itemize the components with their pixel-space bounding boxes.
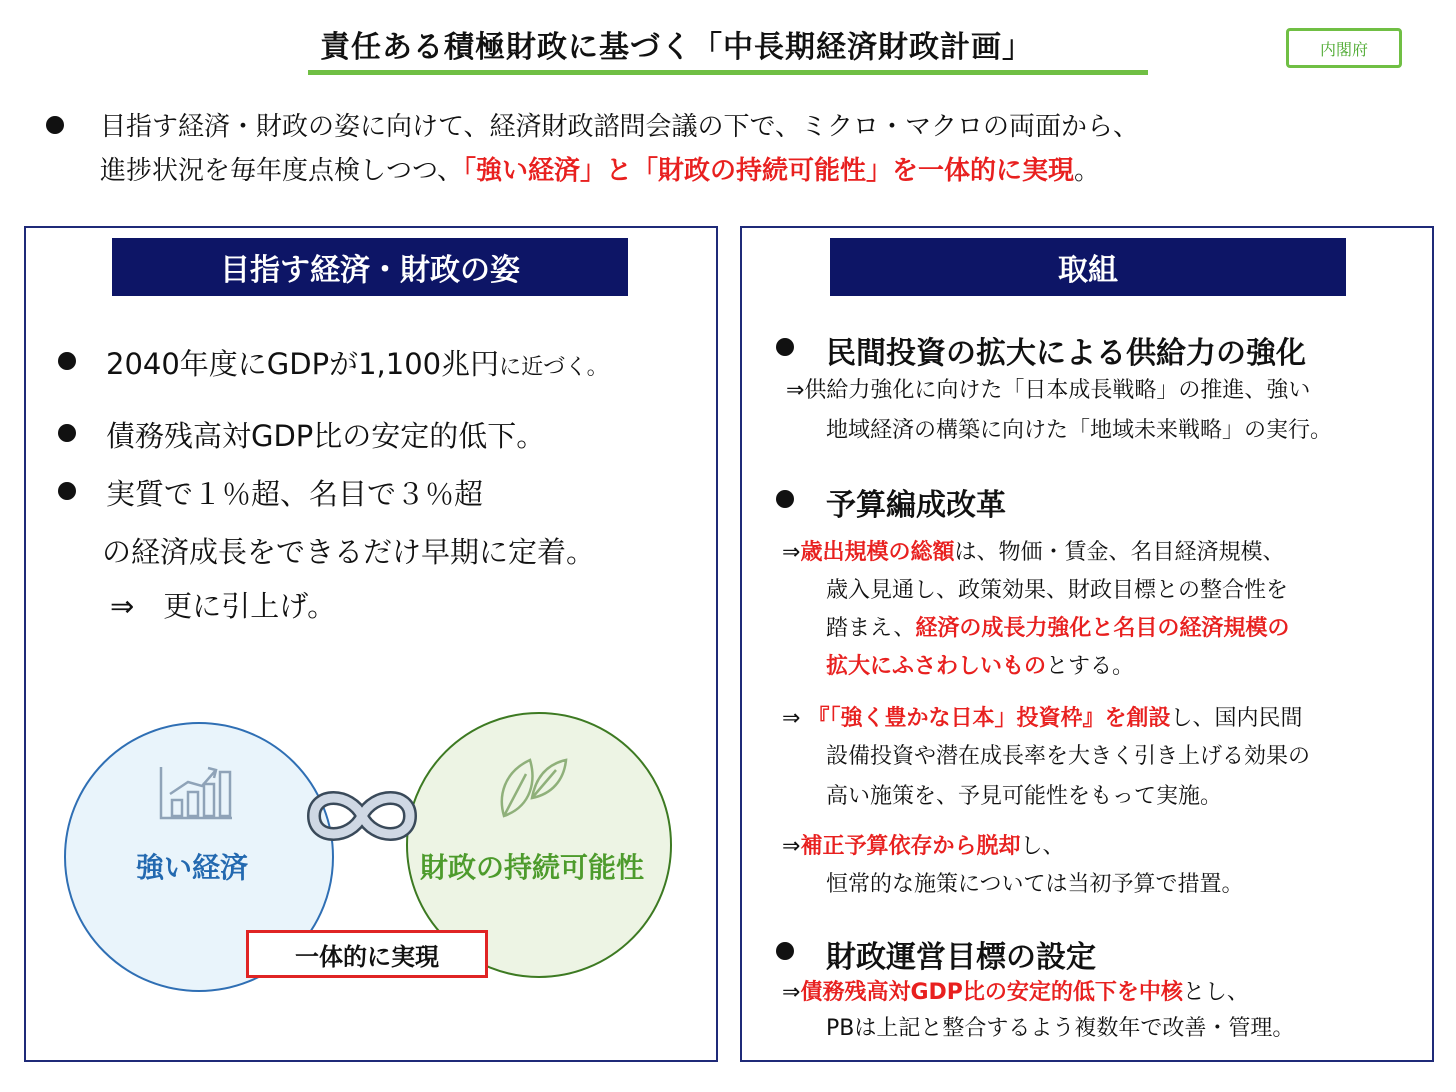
budget-item-c-prefix: ⇒ xyxy=(782,834,801,859)
fiscal-target-prefix: ⇒ xyxy=(782,980,801,1005)
lead-line-2-prefix: 進捗状況を毎年度点検しつつ、 xyxy=(100,156,463,186)
budget-item-c-rest: し、 xyxy=(1020,834,1065,859)
budget-item-c-line-2: 恒常的な施策については当初予算で措置。 xyxy=(826,872,1244,897)
lead-line-1: 目指す経済・財政の姿に向けて、経済財政諮問会議の下で、ミクロ・マクロの両面から、 xyxy=(100,112,1139,142)
initiative-3-title: 財政運営目標の設定 xyxy=(826,940,1096,975)
lead-line-2 xyxy=(100,150,1100,187)
goal-debt-ratio: 債務残高対GDP比の安定的低下。 xyxy=(106,419,546,453)
initiative-bullet-2 xyxy=(776,490,794,508)
page-title: 責任ある積極財政に基づく「中長期経済財政計画」 xyxy=(320,30,1033,65)
goal-bullet-1 xyxy=(58,352,76,370)
budget-item-a-line-3-prefix: 踏まえ、 xyxy=(826,616,916,641)
fiscal-sustainability-label: 財政の持続可能性 xyxy=(420,851,645,884)
left-panel-heading: 目指す経済・財政の姿 xyxy=(112,238,628,296)
budget-item-b-prefix: ⇒ xyxy=(782,706,808,731)
budget-item-a-line-1 xyxy=(782,542,1284,564)
chart-growth-icon xyxy=(158,764,234,822)
budget-item-a-line-2: 歳入見通し、政策効果、財政目標との整合性を xyxy=(826,578,1289,603)
budget-item-a-prefix: ⇒ xyxy=(782,540,801,565)
goal-growth-line-3: ⇒ 更に引上げ。 xyxy=(110,589,337,623)
initiative-bullet-1 xyxy=(776,338,794,356)
fiscal-target-highlight: 債務残高対GDP比の安定的低下を中核 xyxy=(800,980,1183,1005)
budget-item-a-line-4-rest: とする。 xyxy=(1046,654,1135,679)
goal-bullet-2 xyxy=(58,424,76,442)
budget-item-a-line-4 xyxy=(826,656,1134,678)
initiative-bullet-3 xyxy=(776,942,794,960)
budget-item-a-line-3 xyxy=(826,618,1289,640)
goal-growth-line-2: の経済成長をできるだけ早期に定着。 xyxy=(102,535,596,569)
budget-item-b-line-2: 設備投資や潜在成長率を大きく引き上げる効果の xyxy=(826,744,1311,769)
right-panel-heading: 取組 xyxy=(830,238,1346,296)
budget-item-b-highlight: 『「強く豊かな日本」投資枠』を創設 xyxy=(807,706,1171,731)
org-badge: 内閣府 xyxy=(1286,28,1402,68)
initiative-1-line-1: ⇒供給力強化に向けた「日本成長戦略」の推進、強い xyxy=(786,378,1311,403)
infinity-icon xyxy=(306,786,418,846)
fiscal-target-line-1 xyxy=(782,982,1249,1004)
fiscal-target-rest: とし、 xyxy=(1182,980,1249,1005)
unified-realization-box: 一体的に実現 xyxy=(246,930,488,978)
title-underline xyxy=(308,70,1148,75)
leaf-icon xyxy=(496,746,568,820)
goal-bullet-3 xyxy=(58,482,76,500)
lead-line-2-suffix: 。 xyxy=(1073,156,1100,186)
goal-gdp-small: に近づく。 xyxy=(499,355,609,380)
goal-growth-line-1: 実質で１％超、名目で３％超 xyxy=(106,477,484,511)
goal-gdp xyxy=(106,342,609,383)
fiscal-target-line-2: PBは上記と整合するよう複数年で改善・管理。 xyxy=(826,1016,1295,1041)
initiative-1-title: 民間投資の拡大による供給力の強化 xyxy=(826,336,1306,371)
budget-item-b-line-3: 高い施策を、予見可能性をもって実施。 xyxy=(826,784,1223,809)
budget-item-b-rest: し、国内民間 xyxy=(1170,706,1303,731)
budget-item-c-line-1 xyxy=(782,836,1064,858)
budget-item-b-line-1 xyxy=(782,708,1302,730)
initiative-1-line-2: 地域経済の構築に向けた「地域未来戦略」の実行。 xyxy=(826,418,1333,443)
lead-bullet xyxy=(46,116,64,134)
goal-gdp-main: 2040年度にGDPが1,100兆円 xyxy=(106,347,500,381)
initiative-2-title: 予算編成改革 xyxy=(826,488,1006,523)
budget-item-a-line-4-highlight: 拡大にふさわしいもの xyxy=(826,654,1047,679)
budget-item-c-highlight: 補正予算依存から脱却 xyxy=(800,834,1021,859)
budget-item-a-highlight: 歳出規模の総額 xyxy=(800,540,955,565)
lead-highlight: 「強い経済」と「財政の持続可能性」を一体的に実現 xyxy=(462,156,1074,186)
budget-item-a-rest: は、物価・賃金、名目経済規模、 xyxy=(954,540,1285,565)
budget-item-a-line-3-highlight: 経済の成長力強化と名目の経済規模の xyxy=(915,616,1290,641)
strong-economy-label: 強い経済 xyxy=(136,851,249,884)
